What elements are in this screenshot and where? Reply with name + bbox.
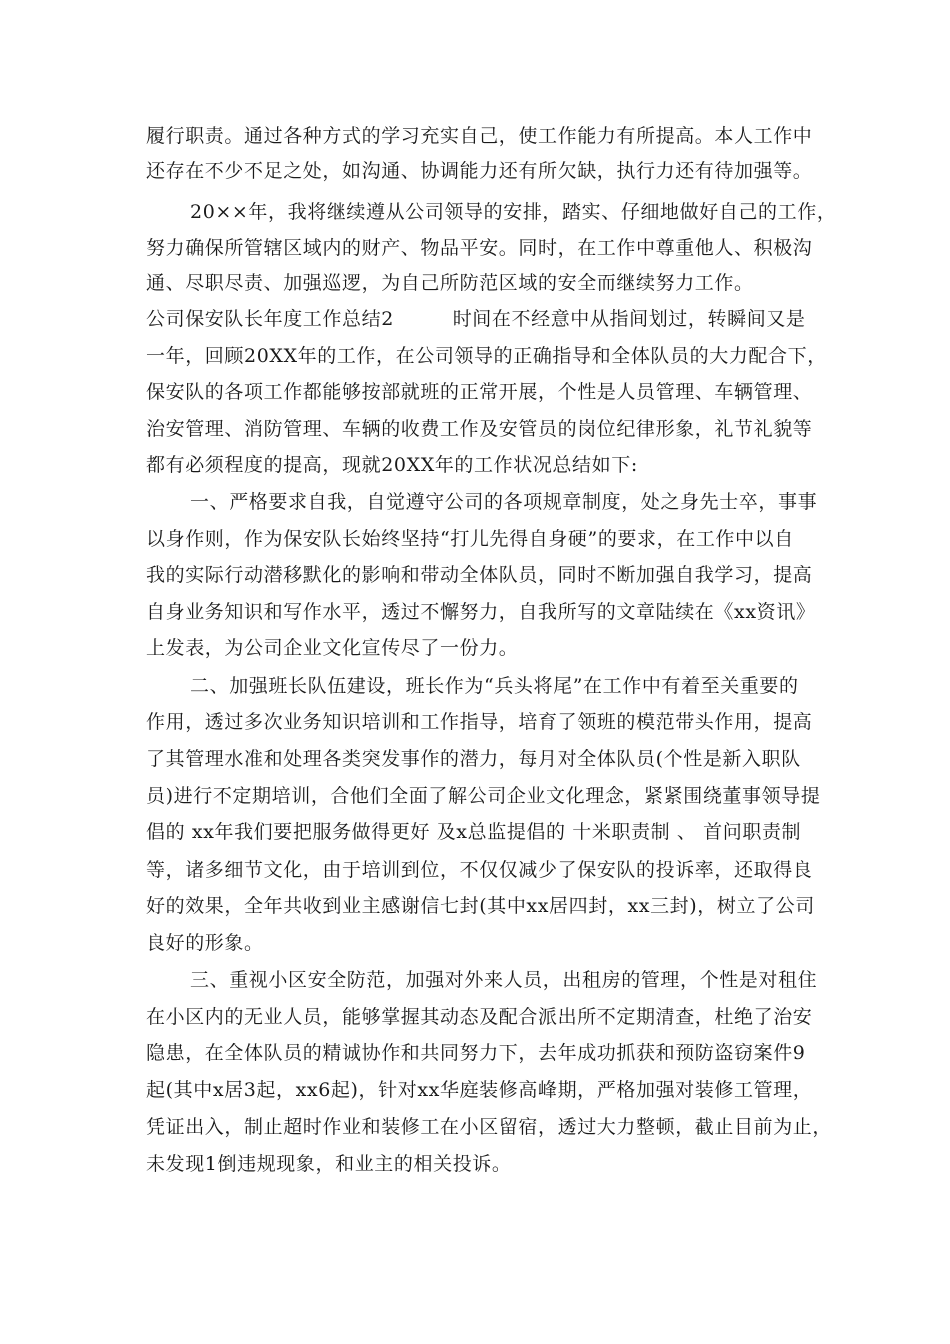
- text-line: 好的效果，全年共收到业主感谢信七封(其中xx居四封，xx三封)，树立了公司: [146, 895, 815, 917]
- text-line: 一、严格要求自我，自觉遵守公司的各项规章制度，处之身先士卒，事事: [190, 491, 818, 513]
- text-line: 作用，透过多次业务知识培训和工作指导，培育了领班的模范带头作用，提高: [146, 711, 813, 733]
- text-line: 履行职责。通过各种方式的学习充实自己，使工作能力有所提高。本人工作中: [146, 125, 813, 147]
- text-line: 良好的形象。: [146, 932, 264, 954]
- text-line: 通、尽职尽责、加强巡逻，为自己所防范区域的安全而继续努力工作。: [146, 272, 754, 294]
- text-line: 一年，回顾20XX年的工作，在公司领导的正确指导和全体队员的大力配合下，: [146, 345, 827, 367]
- text-line: 凭证出入，制止超时作业和装修工在小区留宿，透过大力整顿，截止目前为止，: [146, 1116, 833, 1138]
- text-line: 都有必须程度的提高，现就20XX年的工作状况总结如下:: [146, 454, 638, 476]
- text-line: 在小区内的无业人员，能够掌握其动态及配合派出所不定期清查，杜绝了治安: [146, 1006, 813, 1028]
- text-line: 了其管理水准和处理各类突发事作的潜力，每月对全体队员(个性是新入职队: [146, 748, 801, 770]
- text-line: 努力确保所管辖区域内的财产、物品平安。同时，在工作中尊重他人、积极沟: [146, 237, 813, 259]
- section-heading-line: 公司保安队长年度工作总结2 时间在不经意中从指间划过，转瞬间又是: [146, 308, 806, 330]
- text-line: 倡的 xx年我们要把服务做得更好 及x总监提倡的 十米职责制 、 首问职责制: [146, 821, 802, 843]
- text-line: 还存在不少不足之处，如沟通、协调能力还有所欠缺，执行力还有待加强等。: [146, 160, 813, 182]
- text-line: 二、加强班长队伍建设，班长作为“兵头将尾”在工作中有着至关重要的: [190, 675, 799, 697]
- text-line: 自身业务知识和写作水平，透过不懈努力，自我所写的文章陆续在《xx资讯》: [146, 601, 816, 623]
- text-line: 员)进行不定期培训，合他们全面了解公司企业文化理念，紧紧围绕董事领导提: [146, 785, 821, 807]
- text-line: 治安管理、消防管理、车辆的收费工作及安管员的岗位纪律形象，礼节礼貌等: [146, 418, 813, 440]
- text-line: 上发表，为公司企业文化宣传尽了一份力。: [146, 637, 519, 659]
- text-line: 以身作则，作为保安队长始终坚持“打儿先得自身硬”的要求，在工作中以自: [146, 528, 794, 550]
- text-line: 隐患，在全体队员的精诚协作和共同努力下，去年成功抓获和预防盗窃案件9: [146, 1042, 806, 1064]
- text-line: 保安队的各项工作都能够按部就班的正常开展，个性是人员管理、车辆管理、: [146, 381, 813, 403]
- text-line: 等，诸多细节文化，由于培训到位，不仅仅减少了保安队的投诉率，还取得良: [146, 859, 813, 881]
- text-line: 起(其中x居3起，xx6起)，针对xx华庭装修高峰期，严格加强对装修工管理，: [146, 1079, 813, 1101]
- text-line: 三、重视小区安全防范，加强对外来人员，出租房的管理，个性是对租住: [190, 969, 818, 991]
- text-line: 20××年，我将继续遵从公司领导的安排，踏实、仔细地做好自己的工作，: [190, 201, 837, 223]
- text-line: 未发现1倒违规现象，和业主的相关投诉。: [146, 1153, 512, 1175]
- text-line: 我的实际行动潜移默化的影响和带动全体队员，同时不断加强自我学习，提高: [146, 564, 813, 586]
